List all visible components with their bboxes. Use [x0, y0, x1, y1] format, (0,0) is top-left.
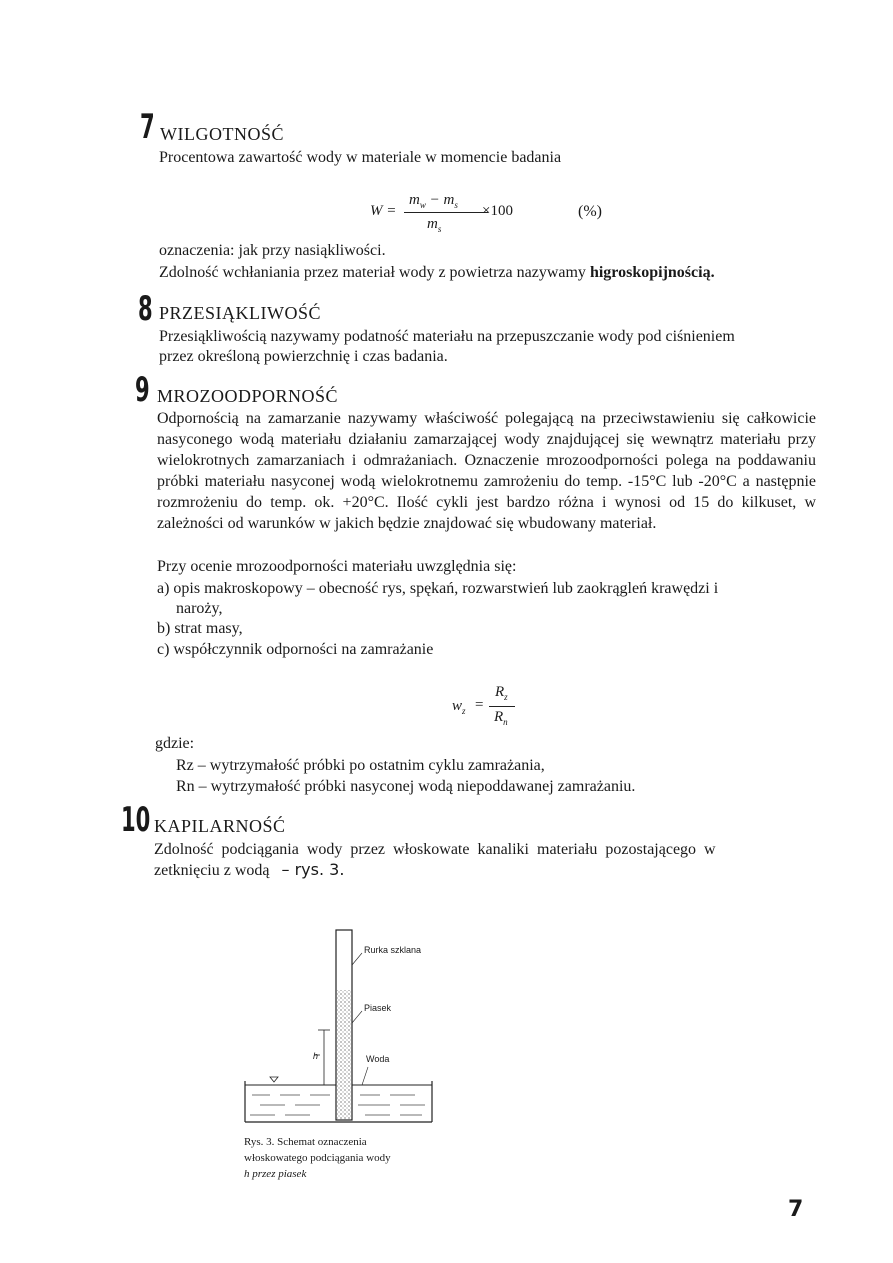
list-item-a: a) opis makroskopowy – obecność rys, spękań, rozwarstwień lub zaokrągleń krawędzi i	[157, 580, 719, 597]
wilgotnosc-notation: oznaczenia: jak przy nasiąkliwości.	[159, 242, 386, 259]
kapilarnosc-line1: Zdolność podciągania wody przez włoskowate kanaliki materiału pozostającego w	[154, 841, 716, 858]
section-10-title: KAPILARNOŚĆ	[154, 816, 286, 836]
section-8-number: 8	[138, 289, 153, 329]
label-water: Woda	[366, 1054, 390, 1064]
fraction-bar	[489, 706, 515, 707]
section-10-number: 10	[121, 800, 151, 840]
rn-definition: Rn – wytrzymałość próbki nasyconej wodą niepoddawanej zamrażaniu.	[176, 778, 636, 795]
hygro-line: Zdolność wchłaniania przez materiał wody z powietrza nazywamy higroskopijnością.	[159, 264, 715, 281]
section-7-title: WILGOTNOŚĆ	[160, 124, 284, 144]
capillary-figure	[240, 925, 440, 1130]
formula-wilgotnosc: W = $m_w - m_s$ ×100 $m_s$ (%)	[370, 192, 602, 234]
section-7-number: 7	[140, 107, 155, 147]
label-tube: Rurka szklana	[364, 945, 422, 955]
label-sand: Piasek	[364, 1003, 392, 1013]
section-9-number: 9	[135, 370, 150, 410]
handwritten-note: – rys. 3.	[281, 860, 345, 879]
list-item-b: b) strat masy,	[157, 620, 243, 637]
formula-mrozoodpornosc: $w_z$ = $R_z$ $R_n$	[452, 684, 532, 734]
mrozoodpornosc-assess: Przy ocenie mrozoodporności materiału uwzględnia się:	[157, 558, 517, 575]
wilgotnosc-intro: Procentowa zawartość wody w materiale w momencie badania	[159, 149, 562, 166]
figure-caption-2: włoskowatego podciągania wody	[244, 1152, 391, 1164]
fraction-bar	[404, 212, 488, 213]
where-label: gdzie:	[155, 735, 195, 752]
label-h: h	[313, 1051, 319, 1061]
kapilarnosc-line2: zetknięciu z wodą – rys. 3.	[154, 860, 345, 879]
list-item-a-cont: naroży,	[176, 600, 223, 617]
mrozoodpornosc-paragraph: Odpornością na zamarzanie nazywamy właściwość polegającą na przeciwstawieniu się całkowicie nasyconego wodą materiału działaniu zamarzającej wody znajdującej się wewnątrz materiału przy wielokrotnych zamarzaniach i odmrażaniach. Oznaczenie mrozoodporności polega na poddawaniu próbki materiału nasyconej wodą wielokrotnemu zamrożeniu do temp. -15°C lub -20°C a następnie rozmrożeniu do temp. ok. +20°C. Ilość cykli jest bardzo różna i wynosi od 15 do kilkuset, w zależności od warunków w jakich będzie znajdować się wbudowany materiał.	[157, 410, 816, 532]
przesiakliwosc-line2: przez określoną powierzchnię i czas badania.	[159, 348, 448, 365]
section-8-title: PRZESIĄKLIWOŚĆ	[159, 303, 322, 323]
figure-caption-1: Rys. 3. Schemat oznaczenia	[244, 1136, 367, 1148]
section-9-title: MROZOODPORNOŚĆ	[157, 386, 339, 406]
list-item-c: c) współczynnik odporności na zamrażanie	[157, 641, 434, 658]
figure-caption-3: h przez piasek	[244, 1168, 307, 1180]
przesiakliwosc-line1: Przesiąkliwością nazywamy podatność materiału na przepuszczanie wody pod ciśnieniem	[159, 328, 735, 345]
rz-definition: Rz – wytrzymałość próbki po ostatnim cyklu zamrażania,	[176, 757, 545, 774]
page-number: 7	[788, 1197, 804, 1222]
